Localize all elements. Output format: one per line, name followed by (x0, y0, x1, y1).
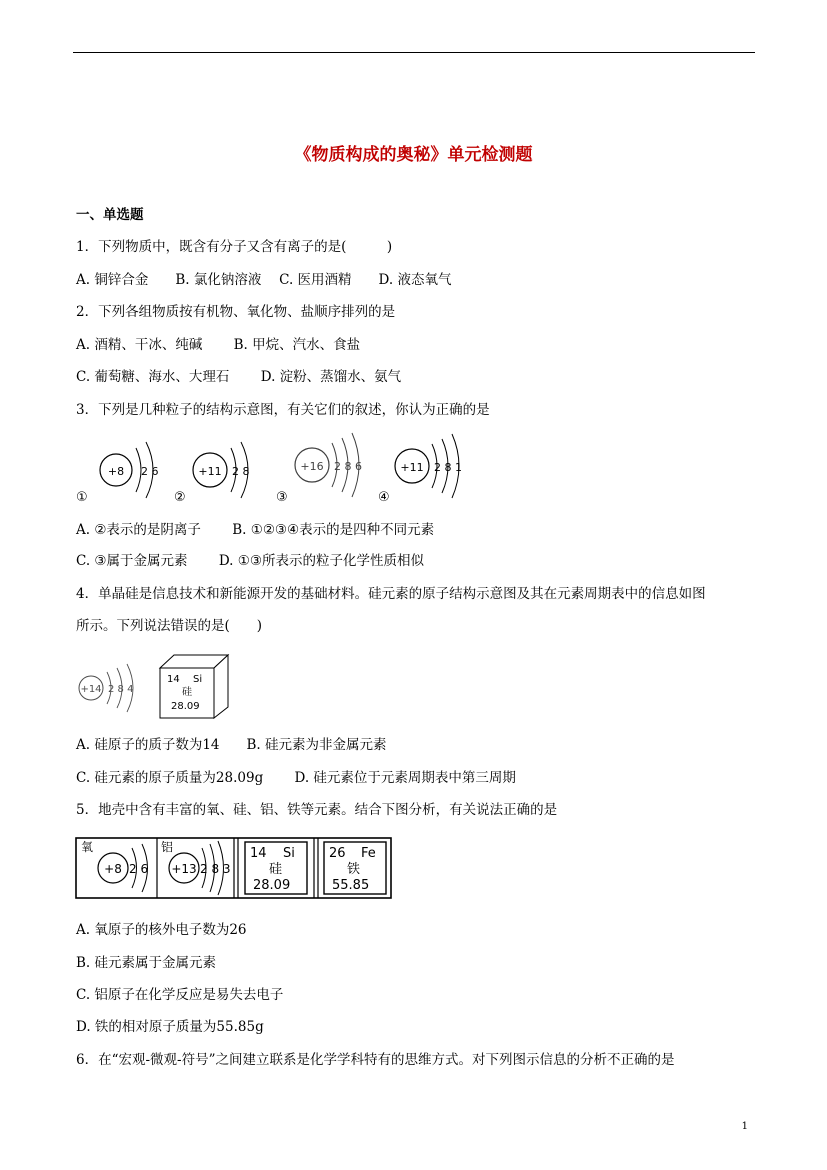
iron-element-cell (324, 842, 386, 894)
q5-option-a: A. 氧原子的核外电子数为26 (76, 922, 247, 938)
particle-diagram-3 (295, 433, 362, 497)
element-symbol: Si (283, 846, 295, 861)
nucleus-charge: +8 (107, 465, 125, 478)
atomic-mass: 55.85 (332, 878, 370, 893)
q3-particle-diagrams (74, 430, 494, 510)
electron-shells: 2 8 3 (200, 862, 231, 876)
element-symbol: Fe (361, 846, 376, 861)
atomic-mass: 28.09 (253, 878, 291, 893)
q2-stem: 2．下列各组物质按有机物、氧化物、盐顺序排列的是 (76, 304, 396, 320)
element-name: 铁 (347, 862, 361, 877)
q5-option-d: D. 铁的相对原子质量为55.85g (76, 1019, 264, 1035)
atomic-number: 26 (329, 846, 346, 861)
nucleus-charge: +14 (80, 684, 102, 695)
silicon-element-cell (245, 842, 307, 894)
electron-shells: 2 6 (141, 465, 159, 478)
silicon-atom-diagram (79, 664, 133, 712)
nucleus-charge: +16 (300, 460, 324, 473)
element-symbol: Si (193, 674, 203, 685)
header-rule (73, 52, 755, 53)
particle-label: ① (76, 490, 88, 505)
q5-option-b: B. 硅元素属于金属元素 (76, 955, 217, 971)
section-heading: 一、单选题 (76, 207, 144, 223)
particle-diagram-2 (174, 442, 250, 505)
element-name: 硅 (182, 687, 192, 698)
atomic-number: 14 (167, 674, 180, 685)
element-name: 硅 (269, 862, 283, 877)
particle-diagram-4 (378, 434, 462, 505)
page-number: 1 (741, 1121, 748, 1132)
q3-stem: 3．下列是几种粒子的结构示意图，有关它们的叙述，你认为正确的是 (76, 402, 490, 418)
electron-shells: 2 8 1 (434, 461, 462, 474)
electron-shells: 2 8 (232, 465, 250, 478)
atomic-mass: 28.09 (171, 701, 200, 712)
nucleus-charge: +11 (400, 461, 424, 474)
q1-stem: 1．下列物质中，既含有分子又含有离子的是( ) (76, 239, 393, 255)
q5-element-figure (75, 834, 395, 902)
q2-options-cd: C. 葡萄糖、海水、大理石 D. 淀粉、蒸馏水、氨气 (76, 369, 402, 385)
atomic-number: 14 (250, 846, 267, 861)
q6-stem: 6．在“宏观-微观-符号”之间建立联系是化学学科特有的思维方式。对下列图示信息的分析不正确的是 (76, 1052, 675, 1068)
particle-label: ④ (378, 490, 390, 505)
page-title: 《物质构成的奥秘》单元检测题 (294, 145, 533, 165)
electron-shells: 2 6 (129, 862, 149, 876)
q3-options-ab: A. ②表示的是阴离子 B. ①②③④表示的是四种不同元素 (76, 522, 435, 538)
nucleus-charge: +11 (198, 465, 222, 478)
q4-options-cd: C. 硅元素的原子质量为28.09g D. 硅元素位于元素周期表中第三周期 (76, 770, 516, 786)
element-label: 铝 (161, 840, 174, 854)
particle-label: ② (174, 490, 186, 505)
nucleus-charge: +8 (104, 862, 122, 876)
electron-shells: 2 8 6 (334, 460, 362, 473)
nucleus-charge: +13 (171, 862, 197, 876)
q5-stem: 5．地壳中含有丰富的氧、硅、铝、铁等元素。结合下图分析，有关说法正确的是 (76, 802, 558, 818)
particle-label: ③ (276, 490, 288, 505)
particle-diagram-1 (76, 442, 159, 505)
q5-option-c: C. 铝原子在化学反应是易失去电子 (76, 987, 284, 1003)
q2-options-ab: A. 酒精、干冰、纯碱 B. 甲烷、汽水、食盐 (76, 337, 361, 353)
q4-silicon-figure (74, 650, 244, 720)
electron-shells: 2 8 4 (108, 684, 134, 695)
q4-stem-line1: 4．单晶硅是信息技术和新能源开发的基础材料。硅元素的原子结构示意图及其在元素周期表中的信息如图 (76, 586, 706, 602)
q4-options-ab: A. 硅原子的质子数为14 B. 硅元素为非金属元素 (76, 737, 387, 753)
periodic-table-cell (160, 655, 228, 718)
q1-options: A. 铜锌合金 B. 氯化钠溶液 C. 医用酒精 D. 液态氧气 (76, 272, 452, 288)
q3-options-cd: C. ③属于金属元素 D. ①③所表示的粒子化学性质相似 (76, 553, 424, 569)
element-label: 氧 (81, 840, 94, 854)
q4-stem-line2: 所示。下列说法错误的是( ) (76, 618, 263, 634)
